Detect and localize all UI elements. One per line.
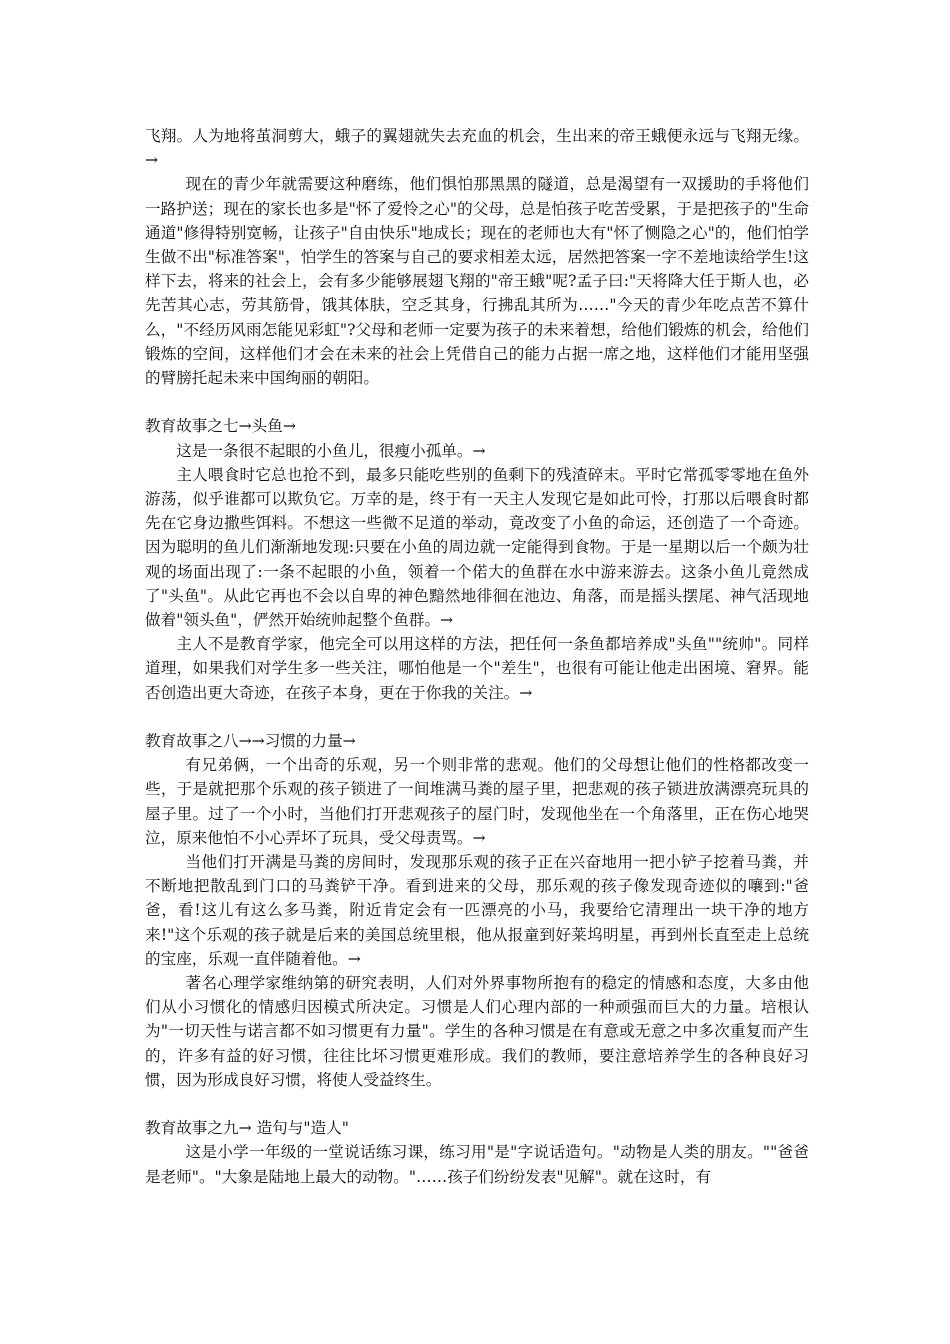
section-heading: 教育故事之八→→习惯的力量→ [145,732,356,751]
paragraph: 著名心理学家维纳第的研究表明，人们对外界事物所抱有的稳定的情感和态度，大多由他们从小习惯化的情感归因模式所决定。习惯是人们心理内部的一种顽强而巨大的力量。培根认为"一切天性与诺言都不如习惯更有力量"。学生的各种习惯是在有意或无意之中多次重复而产生的，许多有益的好习惯，往往比坏习惯更难形成。我们的教师，要注意培养学生的各种良好习惯，因为形成良好习惯，将使人受益终生。 [145,974,809,1089]
paragraph: 主人不是教育学家，他完全可以用这样的方法，把任何一条鱼都培养成"头鱼""统帅"。同样道理，如果我们对学生多一些关注，哪怕他是一个"差生"，也很有可能让他走出困境、窘界。能否创造出更大奇迹，在孩子本身，更在于你我的关注。→ [145,635,809,702]
section-heading: 教育故事之七→头鱼→ [145,417,296,436]
paragraph: 现在的青少年就需要这种磨练，他们惧怕那黑黑的隧道，总是渴望有一双援助的手将他们一路护送；现在的家长也多是"怀了爱怜之心"的父母，总是怕孩子吃苦受累，于是把孩子的"生命通道"修得特别宽畅，让孩子"自由快乐"地成长；现在的老师也大有"怀了恻隐之心"的，他们怕学生做不出"标准答案"，怕学生的答案与自己的要求相差太远，居然把答案一字不差地读给学生!这样下去，将来的社会上，会有多少能够展翅飞翔的"帝王蛾"呢?孟子曰:"天将降大任于斯人也，必先苦其心志，劳其筋骨，饿其体肤，空乏其身，行拂乱其所为……"今天的青少年吃点苦不算什么，"不经历风雨怎能见彩虹"?父母和老师一定要为孩子的未来着想，给他们锻炼的机会，给他们锻炼的空间，这样他们才会在未来的社会上凭借自己的能力占据一席之地，这样他们才能用坚强的臂膀托起未来中国绚丽的朝阳。 [145,175,809,388]
paragraph: 这是小学一年级的一堂说话练习课，练习用"是"字说话造句。"动物是人类的朋友。""爸爸是老师"。"大象是陆地上最大的动物。"……孩子们纷纷发表"见解"。就在这时，有 [145,1143,809,1186]
paragraph: 有兄弟俩，一个出奇的乐观，另一个则非常的悲观。他们的父母想让他们的性格都改变一些，于是就把那个乐观的孩子锁进了一间堆满马粪的屋子里，把悲观的孩子锁进放满漂亮玩具的屋子里。过了一个小时，当他们打开悲观孩子的屋门时，发现他坐在一个角落里，正在伤心地哭泣，原来他怕不小心弄坏了玩具，受父母责骂。→ [145,756,809,847]
paragraph: 主人喂食时它总也抢不到，最多只能吃些别的鱼剩下的残渣碎末。平时它常孤零零地在鱼外游荡，似乎谁都可以欺负它。万幸的是，终于有一天主人发现它是如此可怜，打那以后喂食时都先在它身边撒些饵料。不想这一些微不足道的举动，竟改变了小鱼的命运，还创造了一个奇迹。因为聪明的鱼儿们渐渐地发现:只要在小鱼的周边就一定能得到食物。于是一星期以后一个颇为壮观的场面出现了:一条不起眼的小鱼，领着一个偌大的鱼群在水中游来游去。这条小鱼儿竟然成了"头鱼"。从此它再也不会以自卑的神色黯然地徘徊在池边、角落，而是摇头摆尾、神气活现地做着"领头鱼"，俨然开始统帅起整个鱼群。→ [145,465,809,630]
paragraph: 当他们打开满是马粪的房间时，发现那乐观的孩子正在兴奋地用一把小铲子挖着马粪，并不断地把散乱到门口的马粪铲干净。看到进来的父母，那乐观的孩子像发现奇迹似的嚷到:"爸爸，看!这儿有这么多马粪，附近肯定会有一匹漂亮的小马，我要给它清理出一块干净的地方来!"这个乐观的孩子就是后来的美国总统里根，他从报童到好莱坞明星，再到州长直至走上总统的宝座，乐观一直伴随着他。→ [145,853,809,968]
paragraph: 飞翔。人为地将茧洞剪大，蛾子的翼翅就失去充血的机会，生出来的帝王蛾便永远与飞翔无缘。→ [145,127,809,170]
section-heading: 教育故事之九→ 造句与"造人" [145,1119,349,1138]
paragraph: 这是一条很不起眼的小鱼儿，很瘦小孤单。→ [176,441,486,460]
document-page [145,124,809,1189]
